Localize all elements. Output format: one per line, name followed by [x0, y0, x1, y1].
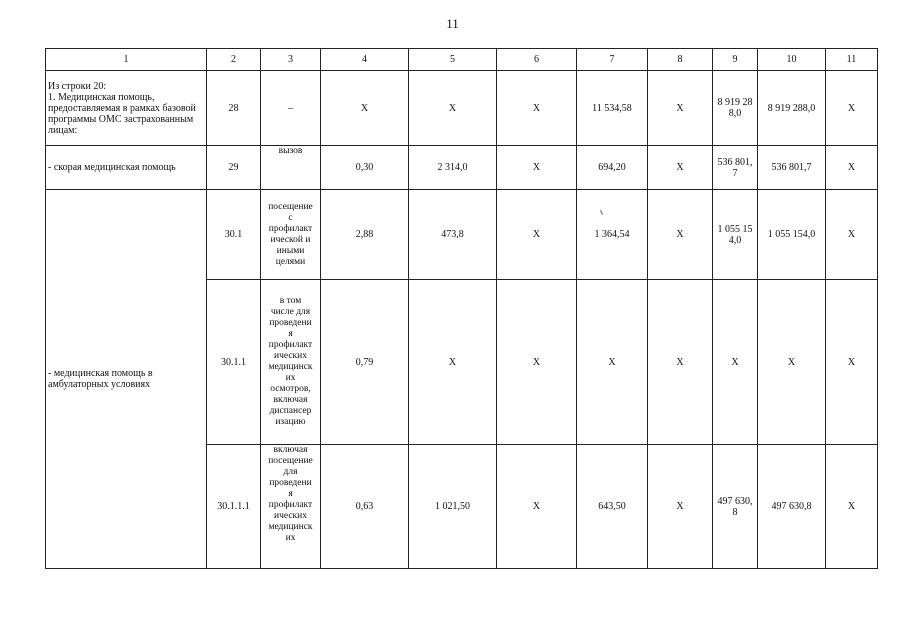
- row-name: Из строки 20: 1. Медицинская помощь, предоставляемая в рамках базовой программы ОМС застрахованным лицам:: [46, 71, 207, 146]
- cell-col11: X: [826, 71, 878, 146]
- header-cell: 11: [826, 49, 878, 71]
- row-code: 28: [207, 71, 261, 146]
- row-unit: посещение с профилакт ической и иными целями: [261, 190, 321, 280]
- cell-col9: 497 630, 8: [713, 445, 758, 569]
- header-cell: 3: [261, 49, 321, 71]
- cell-col6: X: [497, 146, 577, 190]
- cell-col8: X: [648, 280, 713, 445]
- data-table: [45, 48, 878, 569]
- cell-col4: X: [321, 71, 409, 146]
- row-name: - скорая медицинская помощь: [46, 146, 207, 190]
- cell-col4: 2,88: [321, 190, 409, 280]
- cell-col11: X: [826, 280, 878, 445]
- table-row: [46, 146, 878, 190]
- cell-col10: 1 055 154,0: [758, 190, 826, 280]
- cell-col9: 1 055 15 4,0: [713, 190, 758, 280]
- cell-col7: X: [577, 280, 648, 445]
- cell-col7: 643,50: [577, 445, 648, 569]
- cell-col10: 497 630,8: [758, 445, 826, 569]
- cell-col8: X: [648, 445, 713, 569]
- header-cell: 10: [758, 49, 826, 71]
- cell-col5: 1 021,50: [409, 445, 497, 569]
- cell-col11: X: [826, 190, 878, 280]
- row-unit: включая посещение для проведени я профилакт ических медицинск их: [261, 445, 321, 569]
- row-code: 30.1.1.1: [207, 445, 261, 569]
- cell-col6: X: [497, 190, 577, 280]
- cell-col10: X: [758, 280, 826, 445]
- row-unit: вызов: [261, 146, 321, 190]
- row-unit: в том числе для проведени я профилакт ических медицинск их осмотров, включая диспансер изацию: [261, 280, 321, 445]
- header-cell: 4: [321, 49, 409, 71]
- row-unit: –: [261, 71, 321, 146]
- cell-col4: 0,79: [321, 280, 409, 445]
- cell-col8: X: [648, 190, 713, 280]
- cell-col5: 2 314,0: [409, 146, 497, 190]
- header-cell: 9: [713, 49, 758, 71]
- table-row: [46, 71, 878, 146]
- cell-col6: X: [497, 71, 577, 146]
- cell-col4: 0,63: [321, 445, 409, 569]
- header-row: [46, 49, 878, 71]
- header-cell: 8: [648, 49, 713, 71]
- header-cell: 5: [409, 49, 497, 71]
- header-cell: 7: [577, 49, 648, 71]
- cell-col8: X: [648, 71, 713, 146]
- cell-col5: X: [409, 71, 497, 146]
- cell-col7: 11 534,58: [577, 71, 648, 146]
- page-number: 11: [446, 16, 459, 31]
- cell-col5: 473,8: [409, 190, 497, 280]
- cell-col10: 8 919 288,0: [758, 71, 826, 146]
- cell-col6: X: [497, 445, 577, 569]
- cell-col7: 1 364,54: [577, 190, 648, 280]
- cell-col11: X: [826, 445, 878, 569]
- row-group-name: - медицинская помощь в амбулаторных условиях: [46, 190, 207, 569]
- cell-col10: 536 801,7: [758, 146, 826, 190]
- cell-col7: 694,20: [577, 146, 648, 190]
- row-code: 29: [207, 146, 261, 190]
- cell-col4: 0,30: [321, 146, 409, 190]
- cell-col9: X: [713, 280, 758, 445]
- cell-col9: 8 919 28 8,0: [713, 71, 758, 146]
- row-code: 30.1: [207, 190, 261, 280]
- cell-col5: X: [409, 280, 497, 445]
- header-cell: 2: [207, 49, 261, 71]
- header-cell: 6: [497, 49, 577, 71]
- table-row: [46, 190, 878, 280]
- row-code: 30.1.1: [207, 280, 261, 445]
- cell-col9: 536 801, 7: [713, 146, 758, 190]
- cell-col6: X: [497, 280, 577, 445]
- cell-col8: X: [648, 146, 713, 190]
- cell-col11: X: [826, 146, 878, 190]
- header-cell: 1: [46, 49, 207, 71]
